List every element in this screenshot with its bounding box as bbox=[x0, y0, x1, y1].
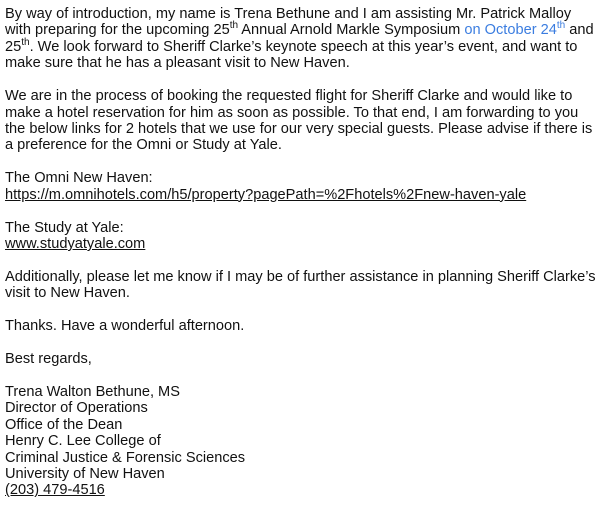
assistance-paragraph: Additionally, please let me know if I may be of further assistance in planning Sheriff Clarke’s visit to New Haven. bbox=[5, 268, 596, 302]
hotel-omni-name: The Omni New Haven: bbox=[5, 170, 153, 187]
signature-college-line-2: Criminal Justice & Forensic Sciences bbox=[5, 449, 246, 466]
signature-name: Trena Walton Bethune, MS bbox=[5, 384, 180, 400]
signature-college-line-1: Henry C. Lee College of bbox=[5, 433, 161, 450]
study-at-yale-link[interactable]: www.studyatyale.com bbox=[5, 235, 146, 252]
hotel-study-block bbox=[5, 220, 597, 253]
intro-text-3: and 25 bbox=[5, 22, 594, 55]
email-body bbox=[5, 6, 597, 499]
omni-hotel-link[interactable]: https://m.omnihotels.com/h5/property?pagePath=%2Fhotels%2Fnew-haven-yale bbox=[5, 186, 527, 203]
date-link[interactable] bbox=[464, 22, 565, 38]
ordinal-suffix-2: th bbox=[21, 36, 30, 48]
signature-block bbox=[5, 384, 597, 499]
intro-text-2: Annual Arnold Markle Symposium bbox=[238, 22, 465, 39]
signature-phone-link[interactable]: (203) 479-4516 bbox=[5, 482, 105, 499]
date-link-text[interactable]: on October 24 bbox=[464, 22, 557, 39]
intro-paragraph bbox=[5, 6, 597, 72]
booking-paragraph: We are in the process of booking the requested flight for Sheriff Clarke and would like to make a hotel reservation for him as soon as possible. To that end, I am forwarding to you the below links for 2 hotels that we use for our very special guests. Please advise if there is a preference for the Omni or Study at Yale. bbox=[5, 88, 593, 154]
date-link-suffix[interactable]: th bbox=[556, 20, 566, 32]
hotel-omni-block bbox=[5, 170, 597, 203]
intro-text-1: By way of introduction, my name is Trena Bethune and I am assisting Mr. Patrick Malloy with preparing for the upcoming 25 bbox=[5, 6, 572, 39]
signature-title: Director of Operations bbox=[5, 400, 148, 417]
signature-university: University of New Haven bbox=[5, 466, 165, 483]
hotel-study-name: The Study at Yale: bbox=[5, 219, 124, 236]
ordinal-suffix: th bbox=[229, 20, 239, 32]
intro-text-4: . We look forward to Sheriff Clarke’s keynote speech at this year’s event, and want to make sure that he has a pleasant visit to New Haven. bbox=[5, 38, 578, 72]
thanks-paragraph: Thanks. Have a wonderful afternoon. bbox=[5, 318, 245, 335]
signature-office: Office of the Dean bbox=[5, 416, 123, 433]
closing-line: Best regards, bbox=[5, 351, 92, 368]
